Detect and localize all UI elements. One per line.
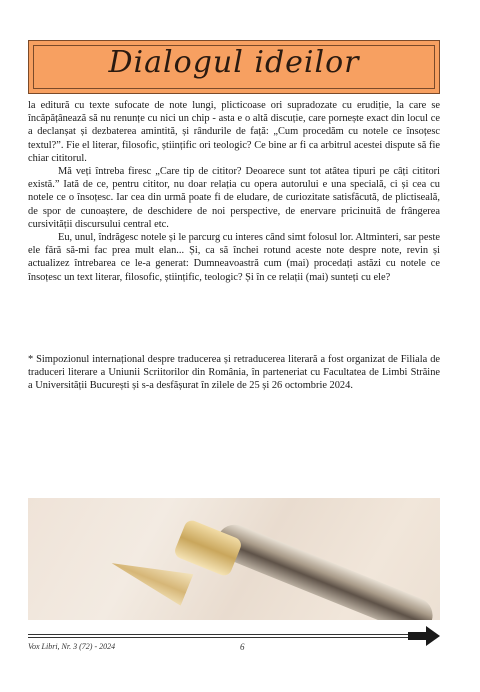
footer-rule xyxy=(28,634,408,635)
page-number: 6 xyxy=(240,642,245,652)
section-title: Dialogul ideilor xyxy=(108,45,360,80)
arrow-right-icon[interactable] xyxy=(408,626,440,646)
journal-info: Vox Libri, Nr. 3 (72) - 2024 xyxy=(28,642,116,651)
footer-rule-secondary xyxy=(28,637,408,638)
footnote-block xyxy=(28,353,440,393)
section-banner xyxy=(28,40,440,94)
paragraph-1: la editură cu texte sufocate de note lungi, plicticoase ori supradozate cu erudiție, la care se încăpățânează să nu renunțe cu nici un chip - asta e o altă discuție, care pornește exact din locul ce a declanșat și dezbaterea amintită, și rândurile de față: „Cum procedăm cu notele ce însoțesc textul?”. Fie el literar, filosofic, științific ori teologic? Ce bine ar fi ca arbitrul acestei dispute să fie chiar cititorul. xyxy=(28,100,440,164)
footnote: * Simpozionul internațional despre traducerea și retraducerea literară a fost organizat de Filiala de traduceri literare a Uniunii Scriitorilor din România, în parteneriat cu Facultatea de Limbi Străine a Universității București și s-a desfășurat în zilele de 25 și 26 octombrie 2024. xyxy=(28,354,440,392)
body-text-top xyxy=(28,99,440,284)
pen-barrel xyxy=(211,519,438,620)
fountain-pen-image xyxy=(28,498,440,620)
paragraph-3: Eu, unul, îndrăgesc notele și le parcurg cu interes când simt folosul lor. Altminteri, sar peste ele fără să-mi fac prea mult elan... Și, ca să închei rotund aceste note despre note, revin și actualizez întrebarea ce le-a generat: Dumneavoastră cum (mai) procedați astăzi cu notele ce însoțesc un text literar, filosofic, științific, teologic? Și în ce relații (mai) sunteți cu ele? xyxy=(28,232,440,283)
paragraph-2: Mă veți întreba firesc „Care tip de cititor? Deoarece sunt tot atâtea tipuri pe câți cititori există.” Iată de ce, pentru cititor, nu doar relația cu opera autorului e una specială, ci și cea cu notele ce o însoțesc. Iar cea din urmă poate fi de eludare, de curiozitate satisfăcută, de plictiseală, de spor de cunoaștere, de deschidere de noi perspective, de enervare pricinuită de frângerea cursivității discursului central etc. xyxy=(28,166,440,230)
